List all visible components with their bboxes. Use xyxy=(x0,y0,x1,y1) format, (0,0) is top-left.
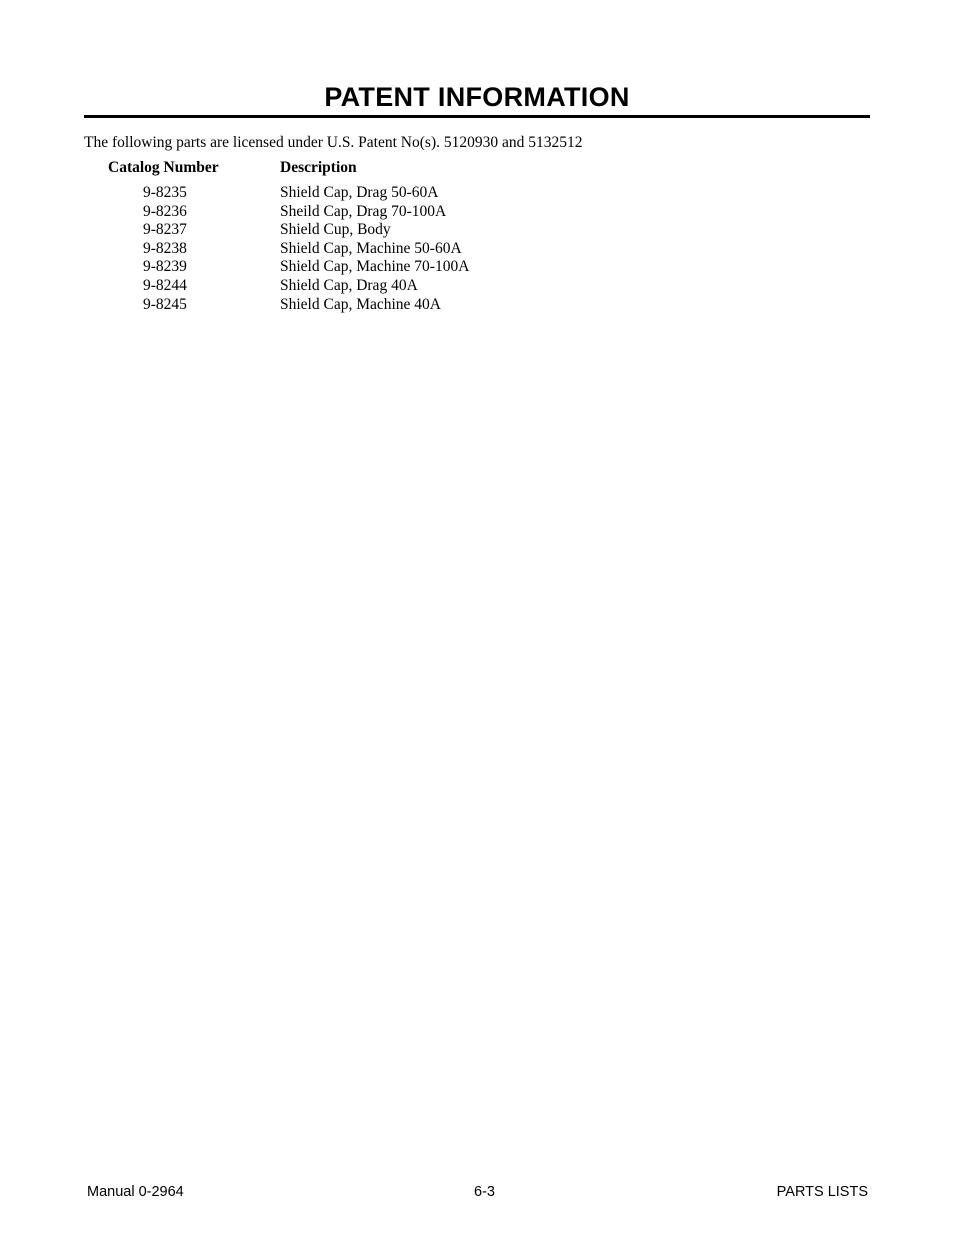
table-row xyxy=(84,277,684,296)
part-description: Shield Cap, Machine 40A xyxy=(280,295,442,313)
table-header xyxy=(84,158,684,184)
header-description: Description xyxy=(280,159,357,176)
catalog-number: 9-8235 xyxy=(143,184,187,201)
catalog-number: 9-8245 xyxy=(143,295,187,313)
table-row xyxy=(84,184,684,203)
table-row xyxy=(84,258,684,277)
table-row xyxy=(84,203,684,222)
title-rule xyxy=(84,115,870,118)
part-description: Shield Cap, Drag 40A xyxy=(280,276,418,294)
footer-section-name: PARTS LISTS xyxy=(776,1184,868,1200)
footer-manual-number: Manual 0-2964 xyxy=(87,1184,184,1200)
part-description: Shield Cap, Machine 70-100A xyxy=(280,258,470,276)
intro-text: The following parts are licensed under U.S. Patent No(s). 5120930 and 5132512 xyxy=(84,134,583,151)
part-description: Shield Cap, Drag 50-60A xyxy=(280,184,439,201)
header-catalog-number: Catalog Number xyxy=(108,159,219,176)
part-description: Shield Cap, Machine 50-60A xyxy=(280,239,462,257)
table-row xyxy=(84,296,684,315)
part-description: Shield Cup, Body xyxy=(280,221,391,239)
catalog-number: 9-8236 xyxy=(143,202,187,220)
parts-table xyxy=(84,158,684,314)
catalog-number: 9-8238 xyxy=(143,239,187,257)
table-row xyxy=(84,221,684,240)
catalog-number: 9-8244 xyxy=(143,276,187,294)
part-description: Sheild Cap, Drag 70-100A xyxy=(280,202,447,220)
catalog-number: 9-8239 xyxy=(143,258,187,276)
footer-page-number: 6-3 xyxy=(474,1184,495,1200)
table-row xyxy=(84,240,684,259)
catalog-number: 9-8237 xyxy=(143,221,187,239)
page-title: PATENT INFORMATION xyxy=(324,82,630,112)
